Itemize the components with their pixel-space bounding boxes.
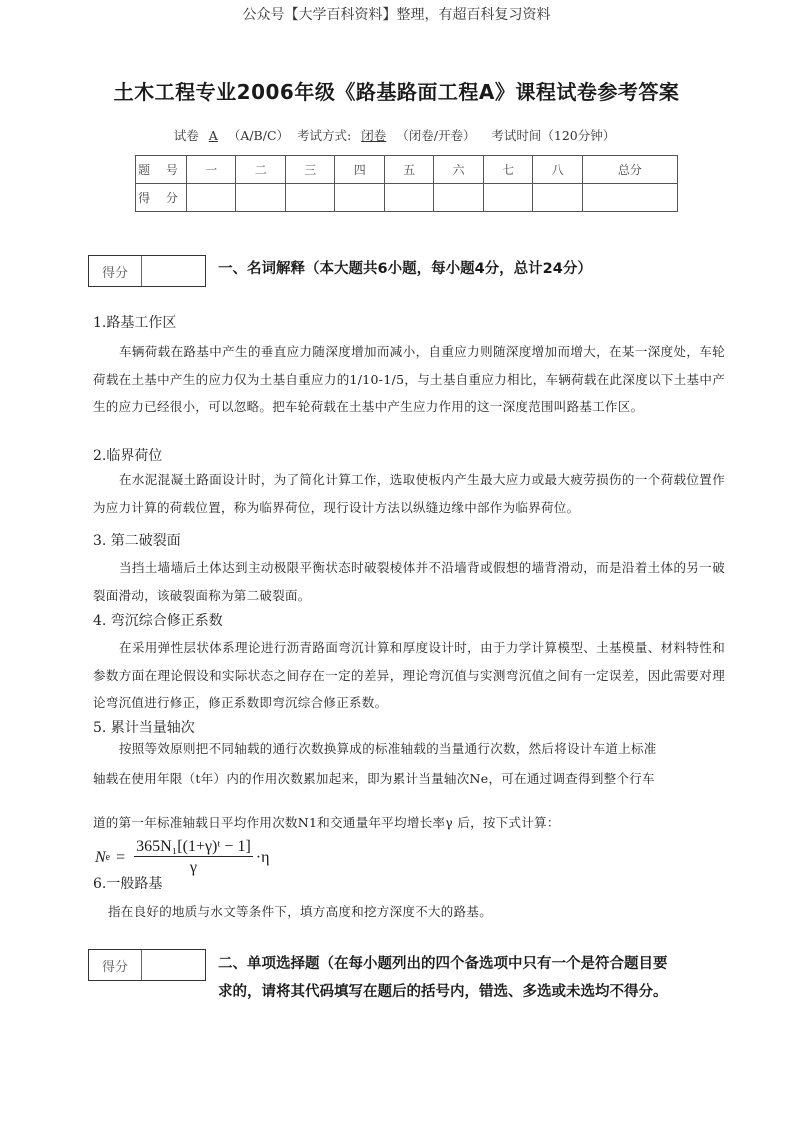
term-1-title: 1.路基工作区 [93,315,177,331]
term-1-body: 车辆荷载在路基中产生的垂直应力随深度增加而减小，自重应力则随深度增加而增大，在某一深度处，车轮荷载在土基中产生的应力仅为土基自重应力的1/10-1/5，与土基自重应力相比，车辆荷载在此深度以下土基中产生的应力已经很小，可以忽略。把车轮荷载在土基中产生应力作用的这一深度范围叫路基工作区。 [93,344,725,414]
col-header: 总分 [582,156,677,184]
formula-tail: ·η [255,848,270,866]
col-header: 一 [187,156,236,184]
exam-meta [0,126,793,144]
paper-value: A [208,128,218,143]
formula-equals: = [116,848,126,866]
score-cell [434,184,483,212]
section1-score-box [88,255,206,287]
score-cell [483,184,532,212]
exam-time: 考试时间（120分钟） [491,128,616,143]
term-2-body: 在水泥混凝土路面设计时，为了简化计算工作，选取使板内产生最大应力或最大疲劳损伤的一个荷载位置作为应力计算的荷载位置，称为临界荷位，现行设计方法以纵缝边缘中部作为临界荷位。 [93,472,725,515]
score-box-value [142,256,205,286]
formula-lhs: N [95,848,106,866]
mode-options: （闭卷/开卷） [396,128,476,143]
formula-fraction [134,838,253,877]
score-cell [187,184,236,212]
score-box-label: 得分 [89,950,142,980]
term-3-body: 当挡土墙墙后土体达到主动极限平衡状态时破裂棱体并不沿墙背或假想的墙背滑动，而是沿着土体的另一破裂面滑动，该破裂面称为第二破裂面。 [93,560,725,603]
score-cell [384,184,433,212]
score-box-value [142,950,205,980]
paper-label: 试卷 [173,128,199,143]
mode-label: 考试方式: [297,128,352,143]
section1-heading: 一、名词解释（本大题共6小题，每小题4分，总计24分） [218,261,592,277]
header-label-cell: 题 号 [136,156,187,184]
col-header: 八 [533,156,582,184]
term-4-body: 在采用弹性层状体系理论进行沥青路面弯沉计算和厚度设计时，由于力学计算模型、土基模量、材料特性和参数方面在理论假设和实际状态之间存在一定的差异，理论弯沉值与实测弯沉值之间有一定误差，因此需要对理论弯沉值进行修正，修正系数即弯沉综合修正系数。 [93,640,725,710]
col-header: 七 [483,156,532,184]
ne-formula [95,838,269,877]
term-5-title: 5. 累计当量轴次 [93,720,195,736]
formula-numerator: 365N₁[(1+γ)ᵗ − 1] [136,838,251,855]
score-box-label: 得分 [89,256,142,286]
formula-denominator: γ [189,859,197,876]
score-cell [533,184,582,212]
section2-score-box [88,949,206,981]
score-table [135,155,678,212]
score-cell [285,184,334,212]
paper-options: （A/B/C） [227,128,290,143]
term-4-title: 4. 弯沉综合修正系数 [93,613,223,629]
term-6-title: 6.一般路基 [93,876,163,892]
col-header: 四 [335,156,384,184]
col-header: 三 [285,156,334,184]
page-title: 土木工程专业2006年级《路基路面工程A》课程试卷参考答案 [113,80,680,104]
term-2-title: 2.临界荷位 [93,448,163,464]
term-5-body-line2: 轴载在使用年限（t年）内的作用次数累加起来，即为累计当量轴次Ne，可在通过调查得到整个行车 [93,771,655,786]
score-label-cell: 得 分 [136,184,187,212]
score-table-header-row [136,156,678,184]
col-header: 二 [236,156,285,184]
watermark-header: 公众号【大学百科资料】整理，有超百科复习资料 [242,7,551,23]
section2-heading-line2: 求的，请将其代码填写在题后的括号内，错选、多选或未选均不得分。 [218,984,668,1000]
score-cell [335,184,384,212]
term-5-body-line3: 道的第一年标准轴载日平均作用次数N1和交通量年平均增长率γ 后，按下式计算： [93,815,560,830]
mode-value: 闭卷 [361,128,387,143]
term-6-body: 指在良好的地质与水文等条件下，填方高度和挖方深度不大的路基。 [108,904,493,919]
col-header: 六 [434,156,483,184]
col-header: 五 [384,156,433,184]
term-3-title: 3. 第二破裂面 [93,533,181,549]
score-table-score-row [136,184,678,212]
score-cell [236,184,285,212]
section2-heading-line1: 二、单项选择题（在每小题列出的四个备选项中只有一个是符合题目要 [218,956,668,972]
formula-lhs-sub: e [105,852,111,863]
term-5-body-line1: 按照等效原则把不同轴载的通行次数换算成的标准轴载的当量通行次数，然后将设计车道上标准 [119,741,657,756]
score-cell [582,184,677,212]
